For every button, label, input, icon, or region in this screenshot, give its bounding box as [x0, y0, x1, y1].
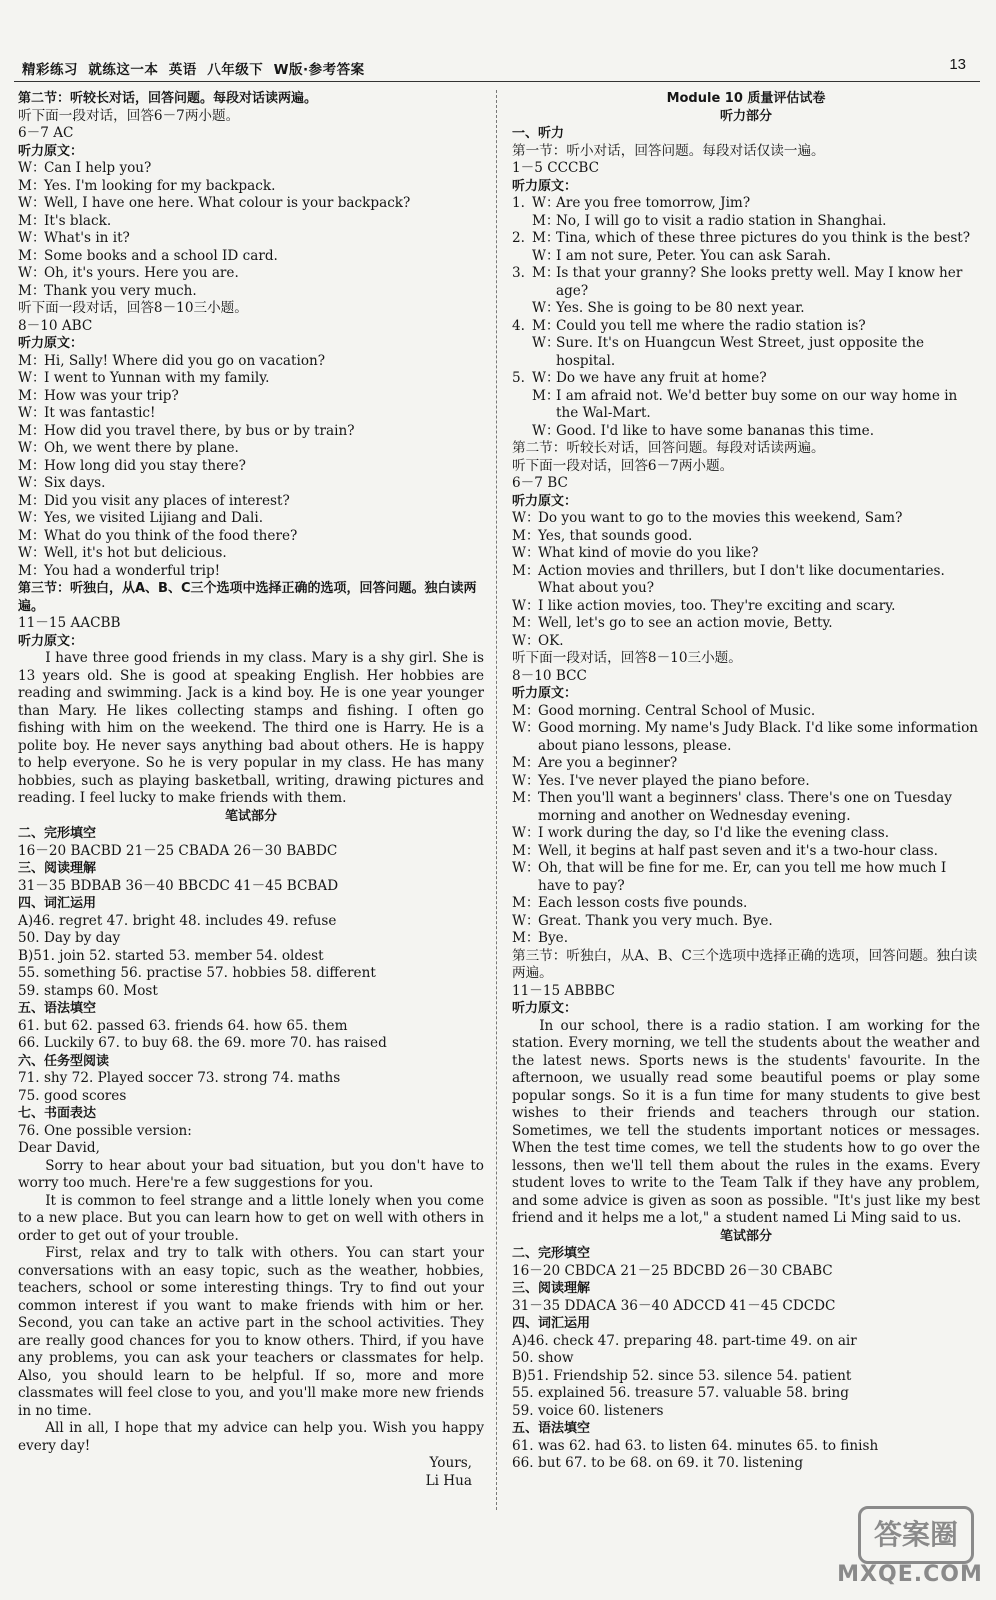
speaker-label: W： [512, 825, 540, 841]
section-heading: 五、语法填空 [512, 1421, 591, 1436]
speaker-label: W： [512, 510, 540, 526]
centered-heading: Module 10 质量评估试卷 [666, 91, 826, 106]
section-heading: 听力原文： [512, 178, 578, 194]
dialogue-text: Great. Thank you very much. Bye. [538, 912, 773, 929]
right-column [512, 90, 980, 1473]
text-line: 第三节：听独白，从A、B、C三个选项中选择正确的选项，回答问题。独白读两遍。 [512, 947, 978, 981]
dialogue-text: What do you think of the food there? [44, 527, 298, 544]
section-heading: 第二节：听较长对话，回答问题。每段对话读两遍。 [18, 91, 318, 106]
text-line: 听下面一段对话，回答6－7两小题。 [512, 457, 734, 474]
dialogue-text: Each lesson costs five pounds. [538, 895, 748, 911]
numbered-dialogue-line [512, 195, 980, 213]
dialogue-text: Then you'll want a beginners' class. There's one on Tuesday morning and another on Wednesday evening. [538, 790, 952, 824]
numbered-dialogue-line [512, 423, 980, 441]
speaker-label: W： [18, 440, 46, 456]
dialogue-text: Well, it begins at half past seven and it's a two-hour class. [538, 842, 938, 859]
dialogue-text: OK. [538, 632, 564, 649]
section-heading: 四、词汇运用 [512, 1316, 591, 1331]
item-number [512, 248, 532, 266]
speaker-label: M： [18, 352, 46, 369]
dialogue-text: I work during the day, so I'd like the evening class. [538, 825, 890, 841]
text-line: 66. Luckily 67. to buy 68. the 69. more 70. has raised [18, 1035, 387, 1051]
numbered-dialogue-line [512, 370, 980, 388]
dialogue-text: Yes. I've never played the piano before. [538, 772, 810, 789]
dialogue-text: What's in it? [44, 230, 130, 246]
speaker-label: M： [18, 212, 46, 229]
dialogue-line [18, 510, 484, 528]
section-heading: 听力原文： [18, 143, 84, 159]
paragraph: In our school, there is a radio station. I am working for the station. Every morning, we tell the students about the weather and the latest news. Sports news is the students' favourite. In the afternoon, we usually read some beautiful poems or play some popular songs. So it is a fun time for many students to give best wishes to their friends and teachers through our station. Sometimes, we tell the students important notices or messages. When the test time comes, we tell the students how to go over the lessons, then we'll tell them about the rules in the exams. Every student loves to write to the Team Talk if they have any problem, and some advice is given as soon as possible. "It's just like my best friend and it helps me a lot," a student named Li Ming said to us. [512, 1017, 980, 1226]
dialogue-text: Some books and a school ID card. [44, 247, 278, 264]
speaker-label: W： [512, 860, 540, 876]
dialogue-line [18, 405, 484, 423]
speaker-label: W： [18, 475, 46, 491]
item-number: 1. [512, 195, 525, 211]
dialogue-text: Yes. She is going to be 80 next year. [556, 300, 805, 316]
dialogue-line [512, 720, 980, 755]
dialogue-line [512, 860, 980, 895]
item-number: 2. [512, 230, 525, 246]
speaker-label: W： [512, 720, 540, 736]
text-line: 55. something 56. practise 57. hobbies 58. different [18, 965, 376, 981]
text-line: 6－7 BC [512, 475, 568, 491]
dialogue-text: How was your trip? [44, 387, 179, 404]
dialogue-text: No, I will go to visit a radio station in Shanghai. [556, 212, 887, 229]
numbered-dialogue-line [512, 318, 980, 336]
dialogue-line [18, 423, 484, 441]
speaker-label: M： [512, 790, 540, 806]
item-number [512, 388, 532, 423]
speaker-label: M： [512, 702, 540, 719]
speaker-label: W： [18, 265, 46, 281]
numbered-dialogue-line [512, 300, 980, 318]
dialogue-line [18, 440, 484, 458]
speaker-label: M： [18, 562, 46, 579]
item-number [512, 213, 532, 231]
speaker-label: W： [532, 247, 560, 264]
speaker-label: M： [532, 212, 560, 229]
text-line: 8－10 BCC [512, 667, 587, 684]
dialogue-line [18, 178, 484, 196]
section-heading: 第三节：听独白，从A、B、C三个选项中选择正确的选项，回答问题。独白读两遍。 [18, 581, 477, 614]
item-number: 4. [512, 317, 525, 334]
dialogue-text: I am afraid not. We'd better buy some on our way home in the Wal-Mart. [556, 387, 958, 421]
text-line: 第一节：听小对话，回答问题。每段对话仅读一遍。 [512, 142, 825, 159]
section-heading: 二、完形填空 [512, 1246, 591, 1261]
header-title: 精彩练习 就练这一本 英语 八年级下 W版·参考答案 [22, 62, 365, 78]
dialogue-line [512, 930, 980, 948]
dialogue-line [512, 615, 980, 633]
paragraph: It is common to feel strange and a little lonely when you come to a new place. But you can learn how to get on well with others in order to get out of your trouble. [18, 1192, 484, 1244]
text-line: 61. but 62. passed 63. friends 64. how 65. them [18, 1017, 348, 1034]
section-heading: 听力原文： [512, 1001, 578, 1016]
speaker-label: M： [18, 282, 46, 299]
dialogue-line [18, 458, 484, 476]
text-line: 16－20 CBDCA 21－25 BDCBD 26－30 CBABC [512, 1262, 833, 1279]
text-line: 61. was 62. had 63. to listen 64. minutes 65. to finish [512, 1437, 879, 1454]
speaker-label: M： [18, 457, 46, 474]
paragraph: Sorry to hear about your bad situation, but you don't have to worry too much. Here're a few suggestions for you. [18, 1157, 484, 1191]
speaker-label: M： [512, 527, 540, 544]
dialogue-text: Yes. I'm looking for my backpack. [44, 177, 276, 194]
text-line: 59. stamps 60. Most [18, 982, 158, 999]
speaker-label: M： [512, 755, 540, 771]
header-rule [14, 81, 980, 82]
dialogue-text: Well, let's go to see an action movie, Betty. [538, 615, 833, 631]
speaker-label: M： [512, 562, 540, 579]
dialogue-line [512, 773, 980, 791]
dialogue-text: Yes, that sounds good. [538, 527, 693, 544]
section-heading: 七、书面表达 [18, 1106, 97, 1121]
signature-line: Li Hua [425, 1472, 472, 1489]
dialogue-line [512, 545, 980, 563]
dialogue-text: Yes, we visited Lijiang and Dali. [44, 510, 264, 526]
speaker-label: W： [532, 195, 560, 211]
dialogue-line [18, 370, 484, 388]
dialogue-line [18, 388, 484, 406]
speaker-label: M： [18, 387, 46, 404]
numbered-dialogue-line [512, 388, 980, 423]
dialogue-text: Did you visit any places of interest? [44, 492, 290, 509]
speaker-label: W： [532, 335, 560, 351]
section-heading: 听力原文： [512, 686, 578, 701]
speaker-label: W： [18, 510, 46, 526]
text-line: 59. voice 60. listeners [512, 1402, 664, 1419]
text-line: 55. explained 56. treasure 57. valuable 58. bring [512, 1385, 849, 1401]
dialogue-text: Can I help you? [44, 160, 152, 176]
speaker-label: W： [532, 300, 560, 316]
speaker-label: M： [18, 177, 46, 194]
speaker-label: M： [512, 842, 540, 859]
paragraph: First, relax and try to talk with others. You can start your conversations with an easy topic, such as the weather, hobbies, teachers, school or some interesting things. Try to find out your common interest if you want to make friends with him or her. Second, you can take an active part in the school activities. They are really good chances for you to know others. Third, if you have any problems, you can ask your teachers or classmates for help. Also, you should learn to be helpful. If so, more and more classmates will feel close to you, and you'll make more new friends in no time. [18, 1245, 484, 1419]
section-heading: 听力原文： [18, 336, 84, 351]
text-line: A)46. check 47. preparing 48. part-time 49. on air [512, 1332, 857, 1349]
speaker-label: M： [532, 387, 560, 404]
speaker-label: W： [512, 632, 540, 649]
text-line: 31－35 BDBAB 36－40 BBCDC 41－45 BCBAD [18, 877, 339, 894]
dialogue-line [512, 843, 980, 861]
text-line: 6－7 AC [18, 125, 74, 141]
text-line: 50. show [512, 1350, 574, 1366]
dialogue-line [512, 633, 980, 651]
text-line: 11－15 ABBBC [512, 982, 615, 999]
dialogue-line [512, 755, 980, 773]
text-line: 听下面一段对话，回答6－7两小题。 [18, 107, 240, 124]
dialogue-text: It was fantastic! [44, 405, 156, 421]
speaker-label: W： [18, 195, 46, 211]
dialogue-text: Oh, it's yours. Here you are. [44, 265, 239, 281]
dialogue-line [512, 598, 980, 616]
dialogue-line [18, 160, 484, 178]
speaker-label: W： [18, 160, 46, 176]
centered-heading: 笔试部分 [719, 1228, 772, 1244]
dialogue-text: How long did you stay there? [44, 457, 246, 474]
dialogue-line [512, 790, 980, 825]
text-line: 第二节：听较长对话，回答问题。每段对话读两遍。 [512, 440, 825, 456]
dialogue-line [18, 213, 484, 231]
speaker-label: W： [512, 772, 540, 789]
speaker-label: M： [18, 492, 46, 509]
dialogue-line [18, 248, 484, 266]
watermark-badge: 答案圈 [858, 1506, 974, 1564]
section-heading: 听力原文： [512, 493, 578, 509]
section-heading: 二、完形填空 [18, 826, 97, 841]
watermark-logo [830, 1506, 990, 1590]
page-number: 13 [949, 56, 966, 73]
dialogue-text: I went to Yunnan with my family. [44, 370, 270, 386]
text-line: 听下面一段对话，回答8－10三小题。 [512, 650, 742, 666]
dialogue-line [18, 195, 484, 213]
dialogue-text: Do you want to go to the movies this weekend, Sam? [538, 510, 903, 526]
dialogue-text: You had a wonderful trip! [44, 562, 221, 579]
numbered-dialogue-line [512, 248, 980, 266]
column-divider [496, 90, 497, 1510]
text-line: 76. One possible version: [18, 1122, 192, 1139]
signature-line: Yours, [429, 1455, 472, 1471]
section-heading: 五、语法填空 [18, 1001, 97, 1016]
dialogue-text: Six days. [44, 475, 106, 491]
section-heading: 一、听力 [512, 126, 565, 141]
dialogue-line [512, 563, 980, 598]
numbered-dialogue-line [512, 335, 980, 370]
dialogue-text: Good morning. Central School of Music. [538, 702, 816, 719]
dialogue-text: Oh, that will be fine for me. Er, can you tell me how much I have to pay? [538, 860, 947, 894]
dialogue-text: Good morning. My name's Judy Black. I'd like some information about piano lessons, please. [538, 720, 979, 754]
speaker-label: W： [512, 545, 540, 561]
text-line: 31－35 DDACA 36－40 ADCCD 41－45 CDCDC [512, 1297, 836, 1314]
dialogue-text: I am not sure, Peter. You can ask Sarah. [556, 247, 831, 264]
dialogue-text: I like action movies, too. They're exciting and scary. [538, 597, 896, 614]
dialogue-text: Thank you very much. [44, 282, 197, 299]
text-line: 75. good scores [18, 1087, 127, 1104]
paragraph: I have three good friends in my class. Mary is a shy girl. She is 13 years old. She is good at speaking English. Her hobbies are reading and swimming. Jack is a kind boy. He is one year younger than Mary. He likes collecting stamps and fishing. I often go fishing with him on the weekend. The third one is Harry. He is a polite boy. He never says anything bad about others. He is happy to help everyone. So he is very popular in my class. He has many hobbies, such as playing basketball, writing, drawing pictures and reading. I feel lucky to make friends with them. [18, 650, 484, 806]
centered-heading: 听力部分 [719, 108, 772, 124]
text-line: A)46. regret 47. bright 48. includes 49. refuse [18, 912, 337, 929]
dialogue-line [18, 545, 484, 563]
text-line: 71. shy 72. Played soccer 73. strong 74. maths [18, 1070, 341, 1086]
speaker-label: W： [532, 422, 560, 439]
dialogue-line [18, 528, 484, 546]
dialogue-line [512, 703, 980, 721]
speaker-label: W： [18, 230, 46, 246]
dialogue-text: Are you free tomorrow, Jim? [556, 195, 751, 211]
text-line: 1－5 CCCBC [512, 160, 600, 176]
text-line: 50. Day by day [18, 930, 121, 946]
dialogue-line [18, 230, 484, 248]
left-column [18, 90, 484, 1490]
speaker-label: W： [532, 370, 560, 386]
dialogue-line [512, 528, 980, 546]
speaker-label: W： [18, 405, 46, 421]
item-number [512, 423, 532, 441]
centered-heading: 笔试部分 [224, 808, 277, 824]
dialogue-line [512, 913, 980, 931]
speaker-label: M： [18, 527, 46, 544]
section-heading: 听力原文： [18, 633, 84, 649]
item-number: 3. [512, 265, 525, 281]
dialogue-line [18, 353, 484, 371]
dialogue-text: Oh, we went there by plane. [44, 440, 239, 456]
speaker-label: M： [532, 265, 560, 281]
dialogue-text: Bye. [538, 930, 569, 946]
dialogue-line [18, 265, 484, 283]
dialogue-line [18, 563, 484, 581]
speaker-label: M： [18, 422, 46, 439]
dialogue-text: What kind of movie do you like? [538, 545, 759, 561]
section-heading: 六、任务型阅读 [18, 1053, 110, 1069]
dialogue-text: Is that your granny? She looks pretty well. May I know her age? [556, 265, 963, 299]
dialogue-line [512, 895, 980, 913]
speaker-label: M： [532, 230, 560, 246]
dialogue-text: It's black. [44, 212, 112, 229]
numbered-dialogue-line [512, 213, 980, 231]
dialogue-text: Good. I'd like to have some bananas this time. [556, 422, 875, 439]
section-heading: 三、阅读理解 [18, 861, 97, 876]
speaker-label: W： [512, 912, 540, 929]
page-header [14, 52, 980, 82]
section-heading: 三、阅读理解 [512, 1281, 591, 1296]
paragraph: All in all, I hope that my advice can help you. Wish you happy every day! [18, 1420, 484, 1454]
dialogue-text: Well, it's hot but delicious. [44, 545, 227, 561]
text-line: Dear David, [18, 1140, 100, 1156]
dialogue-text: Are you a beginner? [538, 755, 678, 771]
dialogue-text: Do we have any fruit at home? [556, 370, 767, 386]
text-line: 11－15 AACBB [18, 615, 121, 631]
dialogue-line [18, 283, 484, 301]
section-heading: 四、词汇运用 [18, 896, 97, 911]
text-line: 16－20 BACBD 21－25 CBADA 26－30 BABDC [18, 842, 338, 859]
speaker-label: M： [512, 615, 540, 631]
speaker-label: W： [512, 597, 540, 614]
text-line: B)51. join 52. started 53. member 54. oldest [18, 947, 324, 964]
speaker-label: W： [18, 545, 46, 561]
item-number: 5. [512, 370, 525, 386]
item-number [512, 335, 532, 370]
numbered-dialogue-line [512, 265, 980, 300]
watermark-url: MXQE.COM [837, 1562, 983, 1587]
item-number [512, 300, 532, 318]
dialogue-line [512, 510, 980, 528]
speaker-label: M： [18, 247, 46, 264]
dialogue-text: Sure. It's on Huangcun West Street, just opposite the hospital. [556, 335, 925, 369]
speaker-label: M： [512, 895, 540, 911]
text-line: B)51. Friendship 52. since 53. silence 54. patient [512, 1367, 852, 1384]
text-line: 66. but 67. to be 68. on 69. it 70. listening [512, 1455, 804, 1471]
speaker-label: M： [512, 930, 540, 946]
dialogue-text: Hi, Sally! Where did you go on vacation? [44, 352, 326, 369]
numbered-dialogue-line [512, 230, 980, 248]
dialogue-line [18, 475, 484, 493]
dialogue-line [18, 493, 484, 511]
dialogue-text: Could you tell me where the radio station is? [556, 317, 866, 334]
speaker-label: M： [532, 317, 560, 334]
dialogue-text: Tina, which of these three pictures do you think is the best? [556, 230, 971, 246]
text-line: 听下面一段对话，回答8－10三小题。 [18, 300, 248, 316]
dialogue-text: Well, I have one here. What colour is your backpack? [44, 195, 411, 211]
dialogue-text: How did you travel there, by bus or by train? [44, 422, 355, 439]
speaker-label: W： [18, 370, 46, 386]
dialogue-line [512, 825, 980, 843]
dialogue-text: Action movies and thrillers, but I don't like documentaries. What about you? [538, 562, 945, 596]
text-line: 8－10 ABC [18, 317, 93, 334]
